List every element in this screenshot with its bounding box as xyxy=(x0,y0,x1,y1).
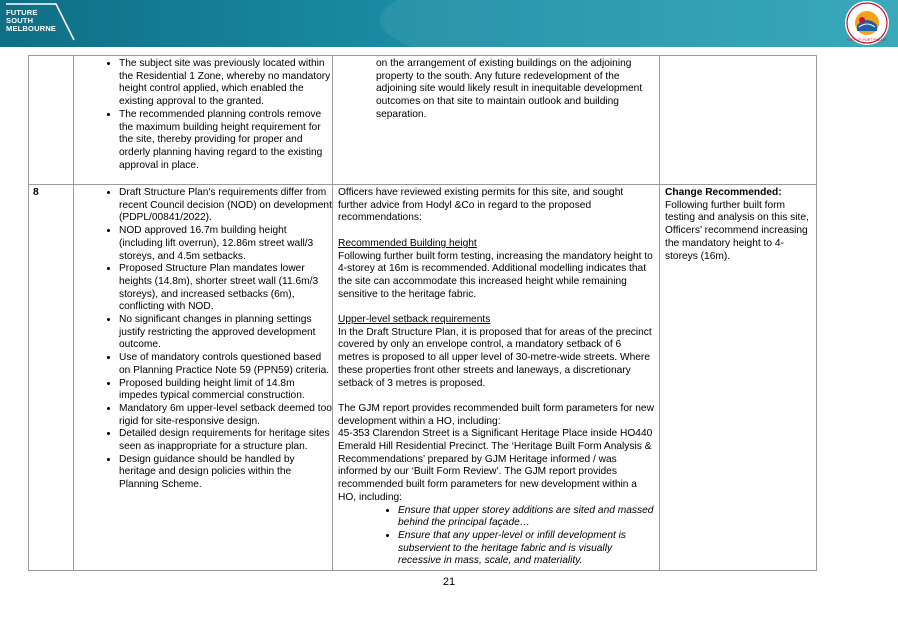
row-number-cell xyxy=(29,56,74,185)
banner-decoration xyxy=(380,0,898,47)
logo-text xyxy=(6,9,56,33)
list-item: • Design guidance should be handled by heritage and design policies within the Planning Scheme. xyxy=(119,454,332,492)
header-banner xyxy=(0,0,898,47)
city-of-port-phillip-seal xyxy=(845,1,889,45)
submission-list xyxy=(74,58,332,172)
list-item: • Proposed Structure Plan mandates lower heights (14.8m), shorter street wall (11.6m/3 storeys), and increased setbacks (6m), conflicting with NOD. xyxy=(119,263,332,314)
recommendation-text: Following further built form testing and analysis on this site, Officers’ recommend increasing the mandatory height to 4-storeys (16m). xyxy=(665,199,809,262)
response-cell xyxy=(333,56,660,185)
response-para-setback: In the Draft Structure Plan, it is proposed that for areas of the precinct covered by only an envelope control, a mandatory setback of 6 metres is proposed to all upper level of 30-metre-wide streets. Where these properties front other streets and laneways, a discretionary setback of 3 metres is proposed. xyxy=(338,326,652,389)
table-row-continued xyxy=(29,56,817,185)
response-para-height: Following further built form testing, increasing the mandatory height to 4-storey at 16m is recommended. Additional modelling indicates that the site can accommodate this increased height while remaining sensitive to the heritage fabric. xyxy=(338,250,653,300)
list-item: • Use of mandatory controls questioned based on Planning Practice Note 59 (PPN59) criteria. xyxy=(119,352,332,377)
logo-line-3: MELBOURNE xyxy=(6,24,57,33)
seal-text: CITY OF PORT PHILLIP xyxy=(847,38,887,42)
recommendation-cell xyxy=(660,56,817,185)
heading-upper-setback: Upper-level setback requirements xyxy=(338,314,491,325)
logo-line-1: FUTURE xyxy=(6,8,38,17)
table-row-8 xyxy=(29,185,817,571)
list-item: • Ensure that upper storey additions are sited and massed behind the principal façade… xyxy=(398,505,654,530)
list-item: • NOD approved 16.7m building height (including lift overrun), 12.86m street wall/3 storeys, and 4.5m setbacks. xyxy=(119,225,332,263)
page-number: 21 xyxy=(442,576,456,588)
submission-list xyxy=(74,187,332,492)
submission-cell xyxy=(74,56,333,185)
list-item: • Proposed building height limit of 14.8m impedes typical commercial construction. xyxy=(119,378,332,403)
list-item: • Ensure that any upper-level or infill development is subservient to the heritage fabric and is visually recessive in mass, scale, and materiality. xyxy=(398,530,654,568)
response-para-heritage: 45-353 Clarendon Street is a Significant Heritage Place inside HO440 Emerald Hill Residential Precinct. The ‘Heritage Built Form Analysis & Recommendations’ prepared by GJM Heritage informed / was informed by our ‘Built Form Review’. The GJM report provides recommended built form parameters for new development within a HO, including: xyxy=(338,428,653,503)
list-item: • The recommended planning controls remove the maximum building height requirement for the site, thereby providing for proper and orderly planning having regard to the existing approval in place. xyxy=(119,109,332,173)
recommendation-cell xyxy=(660,185,817,571)
response-cell xyxy=(333,185,660,571)
response-para-gjm: The GJM report provides recommended built form parameters for new development within a HO, including: xyxy=(338,402,654,427)
recommendation-label: Change Recommended: xyxy=(665,187,782,198)
submission-cell xyxy=(74,185,333,571)
response-text: on the arrangement of existing buildings on the adjoining property to the south. Any future redevelopment of the adjoining site would likely result in inequitable development outcomes on that site to maintain outlook and building separation. xyxy=(376,58,643,120)
row-number-cell: 8 xyxy=(29,185,74,571)
heading-building-height: Recommended Building height xyxy=(338,237,477,249)
heritage-guidance-list xyxy=(338,505,654,569)
list-item: • No significant changes in planning settings justify restricting the approved development outcome. xyxy=(119,314,332,352)
submissions-table xyxy=(28,55,817,571)
list-item: • The subject site was previously located within the Residential 1 Zone, whereby no mandatory height control applied, which enabled the existing approval to the granted. xyxy=(119,58,332,109)
seal-icon xyxy=(845,1,889,45)
list-item: • Detailed design requirements for heritage sites seen as inappropriate for a structure plan. xyxy=(119,428,332,453)
logo-line-2: SOUTH xyxy=(6,16,34,25)
list-item: • Mandatory 6m upper-level setback deemed too rigid for site-responsive design. xyxy=(119,403,332,428)
list-item: • Draft Structure Plan's requirements differ from recent Council decision (NOD) on development (PDPL/00841/2022). xyxy=(119,187,332,225)
response-intro: Officers have reviewed existing permits for this site, and sought further advice from Hodyl &Co in regard to the proposed recommendations: xyxy=(338,187,624,224)
